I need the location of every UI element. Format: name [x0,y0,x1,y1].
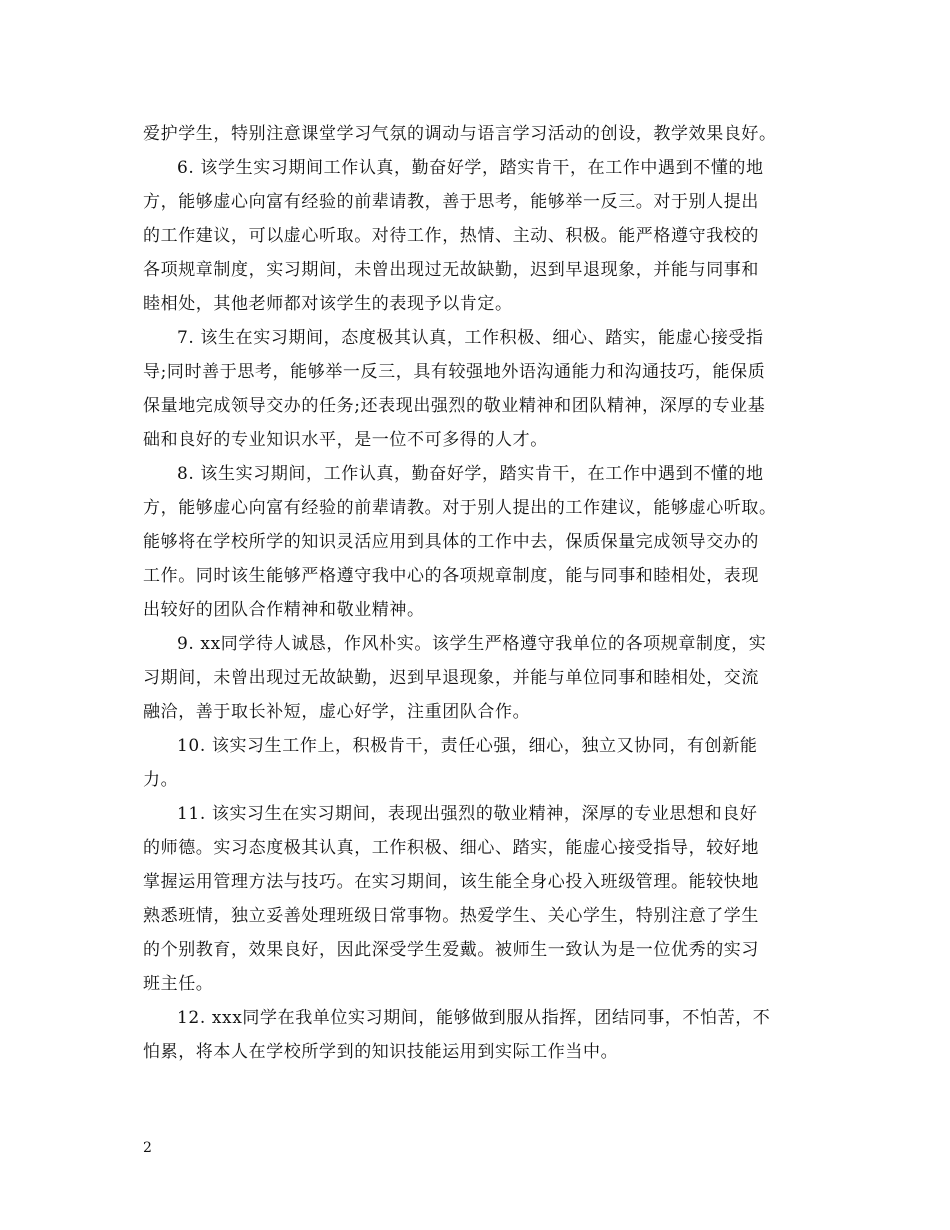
text-line: 的师德。实习态度极其认真，工作积极、细心、踏实，能虚心接受指导，较好地 [143,838,759,858]
text-line: 工作。同时该生能够严格遵守我中心的各项规章制度，能与同事和睦相处，表现 [143,566,759,586]
text-line: 熟悉班情，独立妥善处理班级日常事物。热爱学生、关心学生，特别注意了学生 [143,906,759,926]
text-line: 8. 该生实习期间，工作认真，勤奋好学，踏实肯干，在工作中遇到不懂的地 [177,464,764,484]
text-line: 融洽，善于取长补短，虚心好学，注重团队合作。 [143,702,531,722]
text-line: 掌握运用管理方法与技巧。在实习期间，该生能全身心投入班级管理。能较快地 [143,872,759,892]
text-line: 11. 该实习生在实习期间，表现出强烈的敬业精神，深厚的专业思想和良好 [177,804,758,824]
text-line: 力。 [143,770,179,790]
text-line: 能够将在学校所学的知识灵活应用到具体的工作中去，保质保量完成领导交办的 [143,532,759,552]
text-line: 9. xx同学待人诚恳，作风朴实。该学生严格遵守我单位的各项规章制度，实 [177,634,767,654]
text-line: 怕累，将本人在学校所学到的知识技能运用到实际工作当中。 [143,1042,619,1062]
page-number: 2 [143,1140,152,1156]
text-line: 睦相处，其他老师都对该学生的表现予以肯定。 [143,294,513,314]
text-line: 10. 该实习生工作上，积极肯干，责任心强，细心，独立又协同，有创新能 [177,736,758,756]
text-line: 方，能够虚心向富有经验的前辈请教，善于思考，能够举一反三。对于别人提出 [143,192,759,212]
text-line: 保量地完成领导交办的任务;还表现出强烈的敬业精神和团队精神，深厚的专业基 [143,396,766,416]
text-line: 方，能够虚心向富有经验的前辈请教。对于别人提出的工作建议，能够虚心听取。 [143,498,777,518]
text-line: 爱护学生，特别注意课堂学习气氛的调动与语言学习活动的创设，教学效果良好。 [143,124,777,144]
text-line: 习期间，未曾出现过无故缺勤，迟到早退现象，并能与单位同事和睦相处，交流 [143,668,759,688]
text-line: 6. 该学生实习期间工作认真，勤奋好学，踏实肯干，在工作中遇到不懂的地 [177,158,764,178]
text-line: 的个别教育，效果良好，因此深受学生爱戴。被师生一致认为是一位优秀的实习 [143,940,759,960]
text-line: 础和良好的专业知识水平，是一位不可多得的人才。 [143,430,548,450]
text-line: 出较好的团队合作精神和敬业精神。 [143,600,425,620]
text-line: 班主任。 [143,974,214,994]
text-line: 导;同时善于思考，能够举一反三，具有较强地外语沟通能力和沟通技巧，能保质 [143,362,766,382]
text-line: 的工作建议，可以虚心听取。对待工作，热情、主动、积极。能严格遵守我校的 [143,226,759,246]
text-line: 12. xxx同学在我单位实习期间，能够做到服从指挥，团结同事，不怕苦，不 [177,1008,771,1028]
text-line: 各项规章制度，实习期间，未曾出现过无故缺勤，迟到早退现象，并能与同事和 [143,260,759,280]
text-line: 7. 该生在实习期间，态度极其认真，工作积极、细心、踏实，能虚心接受指 [177,328,764,348]
document-body [143,117,813,1069]
